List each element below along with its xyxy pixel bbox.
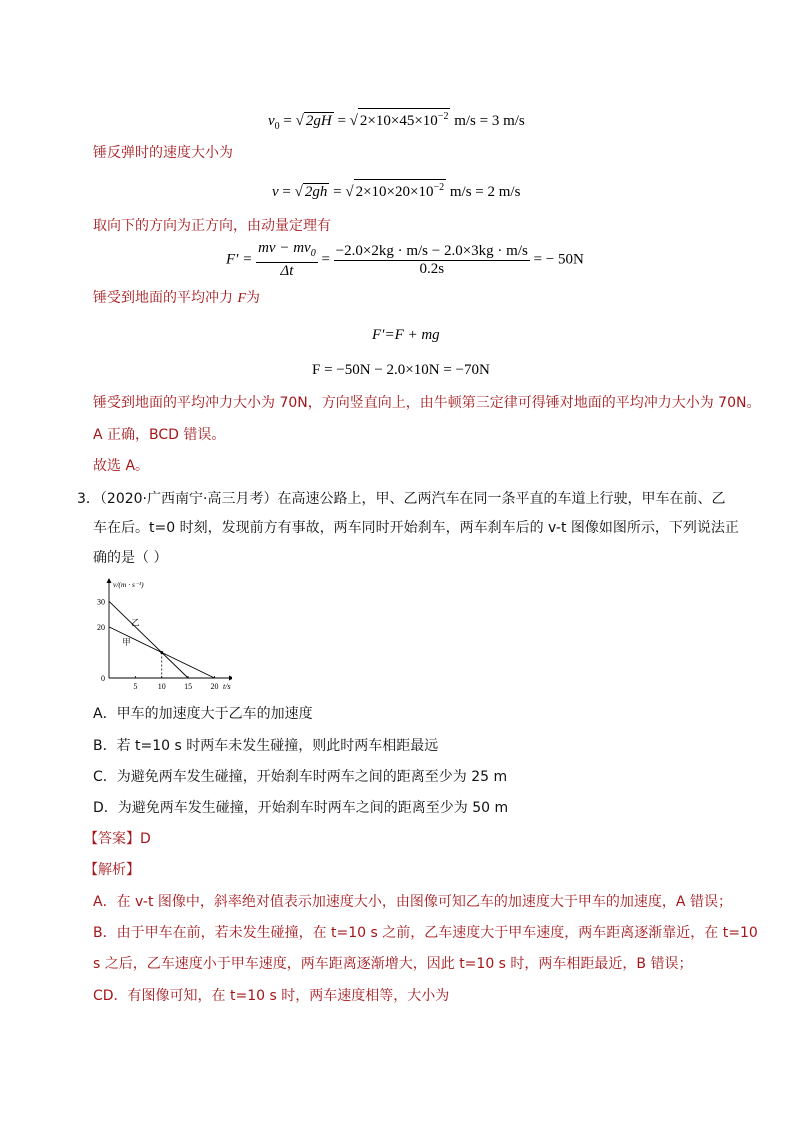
eq-v-rad2: 2×10×20×10 [355, 184, 434, 200]
eq-mom-frac1 [256, 240, 318, 280]
series-label-yi: 乙 [131, 617, 140, 628]
intersection-point [160, 651, 163, 654]
eq-v-rest: m/s = 2 m/s [446, 184, 521, 200]
y-tick-label-0: 0 [101, 674, 105, 683]
eq-mom-num1: mv − mv [258, 240, 311, 256]
equation-v0: $v_0$ = √ 2gH = √ $2\times 10\times 45\times 10^{-2}$ m/s = 3 m/s [268, 108, 525, 137]
text-force-label [93, 288, 260, 309]
series-line-1 [109, 601, 188, 678]
eq-mom-den1: Δt [280, 263, 294, 279]
eq-mom-result: = − 50N [533, 251, 584, 268]
question3-line3: 确的是（ ） [93, 550, 168, 566]
y-axis-label: v/(m · s⁻¹) [113, 580, 144, 589]
force-label-prefix: 锤受到地面的平均冲力 [93, 290, 238, 306]
y-axis-arrow [107, 578, 112, 583]
option-c: C．为避免两车发生碰撞，开始刹车时两车之间的距离至少为 25 m [93, 769, 508, 785]
eq-v0-rad1: 2gH [305, 113, 332, 129]
eq-v-eq: = [278, 184, 295, 200]
force-label-symbol: F [237, 291, 247, 306]
eq-mom-frac2 [334, 243, 530, 278]
x-axis-label: t/s [223, 682, 231, 691]
equation-momentum: F′ = $\frac{mv - mv_0}{\Delta t}$ = $\frac{-2.0\times 2kg \cdot m/s - 2.0\times 3kg \cdot m/s}{0.2s}$ = − 50N [226, 240, 584, 279]
analysis-line-b2: s 之后，乙车速度小于甲车速度，两车距离逐渐增大，因此 t=10 s 时，两车相距最近，B 错误； [93, 956, 693, 972]
option-b: B．若 t=10 s 时两车未发生碰撞，则此时两车相距最远 [93, 738, 439, 754]
text-direction: 取向下的方向为正方向，由动量定理有 [93, 218, 331, 234]
x-axis-arrow [229, 676, 232, 681]
eq-v0-rad2: 2×10×45×10 [359, 113, 438, 129]
question3-text1: （2020·广西南宁·高三月考）在高速公路上，甲、乙两汽车在同一条平直的车道上行驶，甲车在前、乙 [99, 491, 726, 507]
eq-v-exp: −2 [433, 182, 445, 193]
eq-v0-exp: −2 [437, 111, 449, 122]
eq-mom-num1-sub: 0 [310, 248, 316, 259]
eq-v-rad1: 2gh [304, 184, 328, 200]
x-tick-label-15: 15 [184, 682, 193, 691]
question3-number: 3． [77, 491, 100, 507]
force-label-suffix: 为 [246, 290, 261, 306]
eq-v0-lhs: v [268, 113, 275, 129]
y-tick-label-30: 30 [97, 597, 105, 607]
eq-mom-num1-wrap [256, 240, 318, 263]
eq-mom-den2: 0.2s [419, 260, 445, 277]
text-rebound: 锤反弹时的速度大小为 [93, 145, 233, 161]
eq-v-lhs: v [272, 184, 279, 200]
text-choose: 故选 A。 [93, 458, 150, 474]
question3-line2: 车在后。t=0 时刻，发现前方有事故，两车同时开始刹车，两车刹车后的 v-t 图像如图所示，下列说法正 [93, 520, 739, 536]
analysis-line-cd: CD．有图像可知，在 t=10 s 时，两车速度相等，大小为 [93, 988, 450, 1004]
equation-fprime: F′=F + mg [372, 327, 440, 343]
eq-mom-num2: −2.0×2kg · m/s − 2.0×3kg · m/s [335, 242, 528, 259]
analysis-title: 【解析】 [84, 862, 140, 878]
eq-v0-eq: = [279, 113, 296, 129]
text-a-correct: A 正确，BCD 错误。 [93, 427, 226, 443]
eq-v0-rest: m/s = 3 m/s [450, 113, 525, 129]
eq-mom-lhs: F′ = [226, 251, 257, 268]
text-conclusion: 锤受到地面的平均冲力大小为 70N，方向竖直向上，由牛顿第三定律可得锤对地面的平均冲力大小为 70N。 [93, 395, 761, 411]
eq-v0-rad2-wrap [358, 108, 451, 129]
analysis-line-a: A．在 v-t 图像中，斜率绝对值表示加速度大小，由图像可知乙车的加速度大于甲车的加速度，A 错误； [93, 894, 732, 910]
equation-f: F = −50N − 2.0×10N = −70N [312, 362, 490, 378]
answer-label: 【答案】D [84, 831, 151, 847]
x-tick-label-5: 5 [133, 682, 138, 691]
eq-v0-sub: 0 [274, 121, 280, 132]
option-a: A．甲车的加速度大于乙车的加速度 [93, 706, 313, 722]
question3-line1 [77, 489, 725, 509]
x-tick-label-20: 20 [210, 682, 219, 691]
option-d: D．为避免两车发生碰撞，开始刹车时两车之间的距离至少为 50 m [93, 800, 509, 816]
equation-v: v = √ 2gh = √ $2\times 10\times 20\times 10^{-2}$ m/s = 2 m/s [272, 179, 520, 202]
x-tick-label-10: 10 [157, 682, 166, 691]
vt-chart [92, 577, 232, 692]
analysis-line-b1: B．由于甲车在前，若未发生碰撞，在 t=10 s 之前，乙车速度大于甲车速度，两车距离逐渐靠近，在 t=10 [93, 925, 758, 941]
y-tick-label-20: 20 [97, 622, 105, 632]
series-label-jia: 甲 [122, 636, 131, 647]
eq-v-rad2-wrap [354, 179, 447, 200]
